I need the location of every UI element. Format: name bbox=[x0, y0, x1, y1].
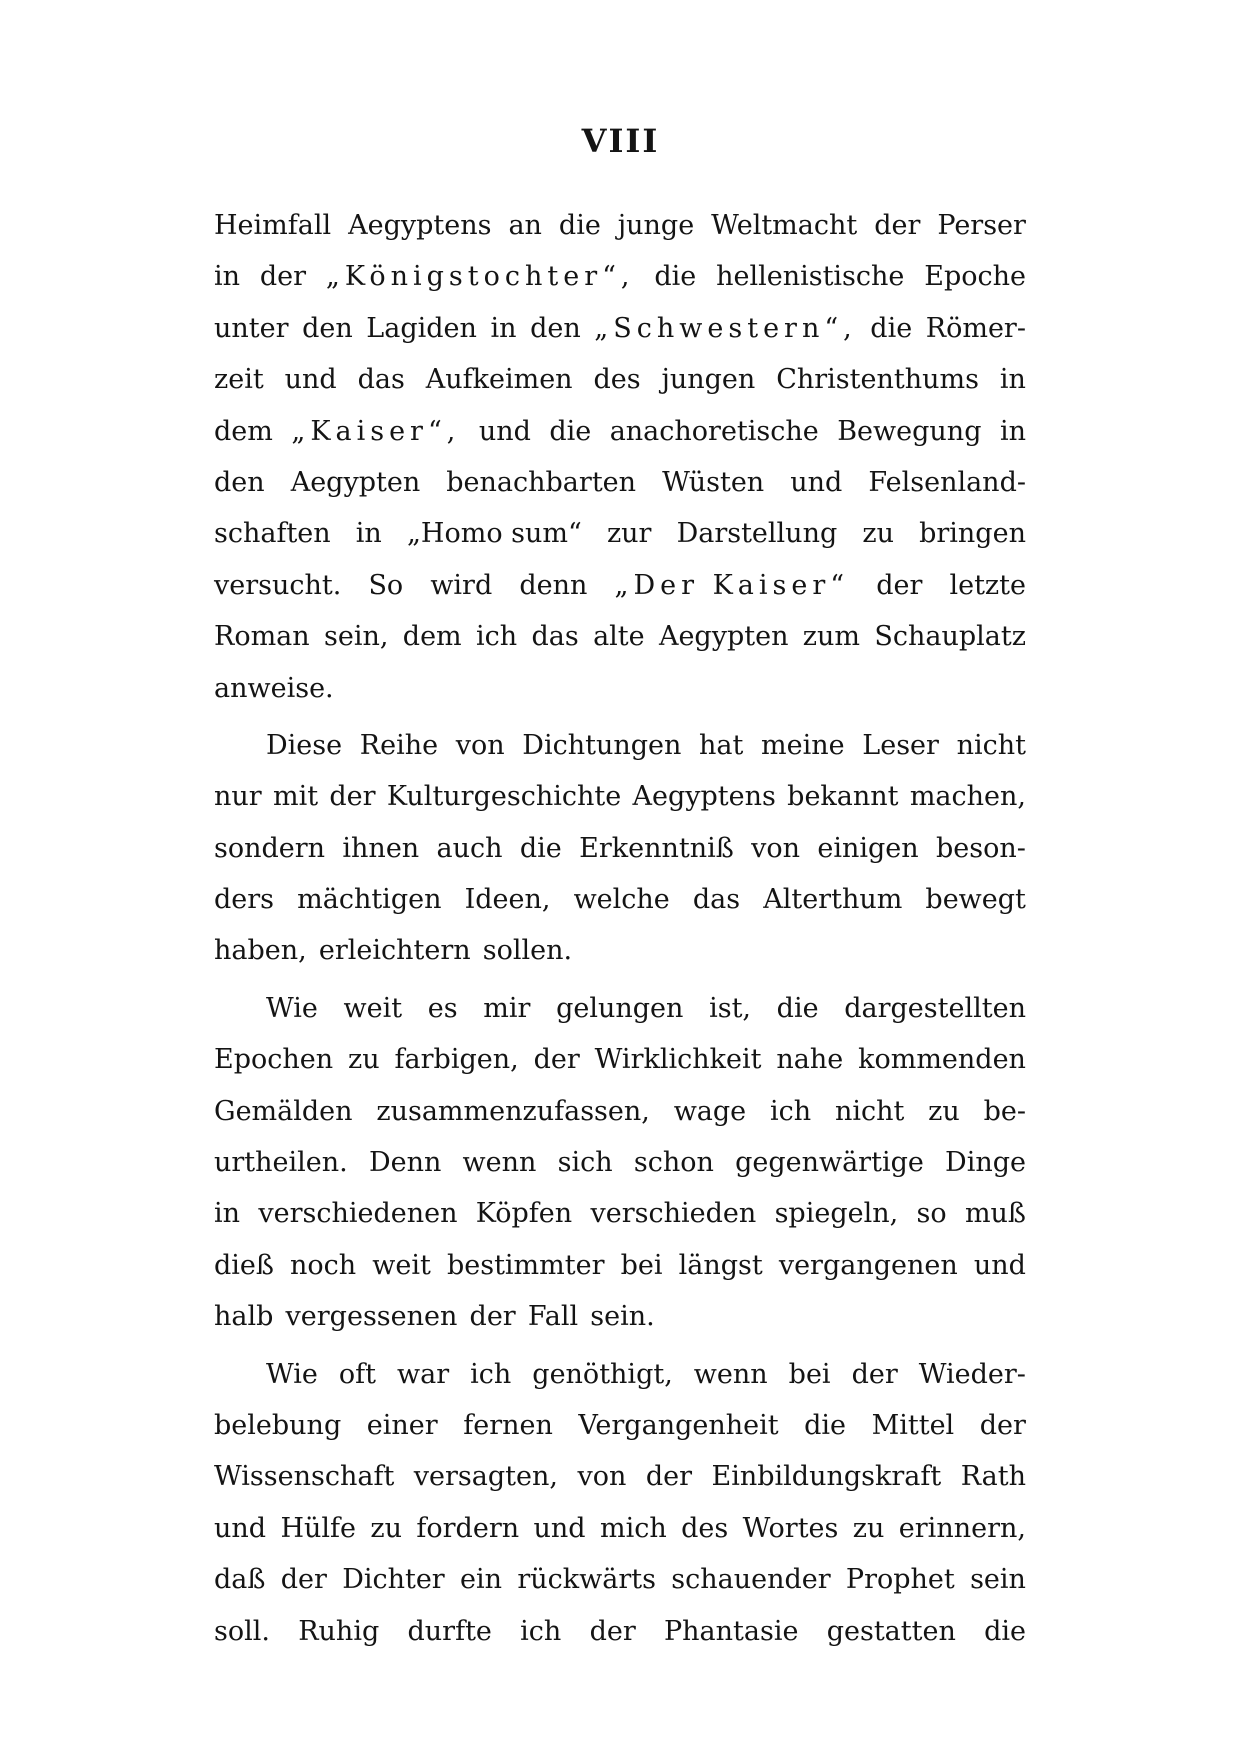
word: bringen bbox=[919, 518, 1026, 550]
text-line bbox=[214, 874, 1026, 925]
word: den bbox=[302, 312, 353, 344]
word: das bbox=[357, 364, 405, 396]
word: das bbox=[531, 621, 579, 653]
word: machen, bbox=[909, 781, 1026, 813]
word: Leser bbox=[862, 729, 939, 761]
text-line bbox=[214, 1451, 1026, 1502]
word: junge bbox=[617, 210, 695, 241]
word: Diese bbox=[266, 729, 343, 761]
text-line bbox=[214, 720, 1026, 771]
word: Aufkeimen bbox=[425, 364, 573, 396]
word: denn bbox=[519, 569, 588, 601]
word: das bbox=[692, 884, 741, 916]
word: Aegyptens bbox=[348, 210, 492, 241]
word: Prophet bbox=[845, 1564, 955, 1596]
word: und bbox=[284, 364, 337, 396]
word: verschieden bbox=[590, 1198, 757, 1230]
word: dieß bbox=[214, 1249, 274, 1281]
word: Wissenschaft bbox=[214, 1461, 395, 1493]
word: Alterthum bbox=[763, 884, 903, 916]
text-line bbox=[214, 1349, 1026, 1400]
word: sein, bbox=[324, 621, 389, 653]
word: der bbox=[469, 1301, 516, 1333]
word: war bbox=[397, 1358, 450, 1390]
word: erleichtern bbox=[318, 935, 471, 967]
word: ders bbox=[214, 884, 275, 916]
word: wenn bbox=[693, 1358, 768, 1390]
word: Aegypten bbox=[658, 621, 789, 653]
text-line bbox=[214, 1034, 1026, 1085]
word: die bbox=[804, 1409, 847, 1441]
word: der bbox=[259, 261, 307, 293]
word: die bbox=[519, 832, 562, 864]
word: der bbox=[280, 1564, 327, 1596]
word: anachoretische bbox=[609, 415, 819, 447]
word: Weltmacht bbox=[711, 210, 858, 241]
text-line bbox=[214, 560, 1026, 611]
word: mit bbox=[272, 781, 319, 813]
word: gegenwärtige bbox=[735, 1147, 924, 1179]
word: versucht. bbox=[214, 569, 342, 601]
word: fordern bbox=[416, 1512, 520, 1544]
word: mich bbox=[599, 1512, 667, 1544]
word: rückwärts bbox=[517, 1564, 656, 1596]
word: verschiedenen bbox=[258, 1198, 458, 1230]
word: halb bbox=[214, 1301, 274, 1333]
word: So bbox=[368, 569, 404, 601]
word: jungen bbox=[661, 364, 756, 396]
text-line bbox=[214, 771, 1026, 822]
word: ein bbox=[460, 1564, 503, 1596]
word: welche bbox=[573, 884, 670, 916]
word: ich bbox=[470, 1358, 512, 1390]
word: Ruhig bbox=[298, 1615, 380, 1647]
word: einer bbox=[366, 1409, 438, 1441]
text-line bbox=[214, 354, 1026, 405]
word: mir bbox=[483, 992, 531, 1024]
text-line bbox=[214, 983, 1026, 1034]
word: Dichter bbox=[342, 1564, 445, 1596]
word: die bbox=[870, 312, 913, 344]
word: Wie bbox=[266, 1358, 318, 1390]
word: Einbildungskraft bbox=[711, 1461, 942, 1493]
word: des bbox=[681, 1512, 729, 1544]
text-line bbox=[214, 1291, 1026, 1342]
word: von bbox=[577, 1461, 627, 1493]
word: Wirklichkeit bbox=[594, 1044, 762, 1076]
word: ist, bbox=[709, 992, 752, 1024]
word: Heimfall bbox=[214, 210, 332, 241]
word: Bewegung bbox=[837, 415, 982, 447]
word: Epochen bbox=[214, 1044, 334, 1076]
word: Roman bbox=[214, 621, 310, 653]
text-line bbox=[214, 303, 1026, 354]
word: Aegypten bbox=[290, 466, 421, 498]
text-line bbox=[214, 611, 1026, 662]
word: ich bbox=[769, 1095, 812, 1127]
word: die bbox=[558, 210, 601, 241]
word: in bbox=[214, 261, 241, 293]
word: sein bbox=[970, 1564, 1026, 1596]
word: Christenthums bbox=[776, 364, 979, 396]
word: „Kaiser“, bbox=[291, 415, 461, 447]
word: Fall bbox=[527, 1301, 579, 1333]
word: und bbox=[214, 1512, 267, 1544]
word: bei bbox=[788, 1358, 831, 1390]
word: Wieder- bbox=[918, 1358, 1026, 1390]
text-line bbox=[214, 200, 1026, 251]
word: nicht bbox=[956, 729, 1026, 761]
word: Gemälden bbox=[214, 1095, 353, 1127]
word: ich bbox=[476, 621, 518, 653]
word: letzte bbox=[949, 569, 1026, 601]
word: Köpfen bbox=[475, 1198, 573, 1230]
word: erinnern, bbox=[898, 1512, 1026, 1544]
text-line bbox=[214, 823, 1026, 874]
text-line bbox=[214, 1188, 1026, 1239]
word: kommenden bbox=[858, 1044, 1026, 1076]
word: Denn bbox=[368, 1147, 442, 1179]
word: sollen. bbox=[482, 935, 573, 967]
body-text bbox=[214, 200, 1026, 1657]
word: der bbox=[533, 1044, 580, 1076]
word: durfte bbox=[407, 1615, 492, 1647]
text-line bbox=[214, 1240, 1026, 1291]
word: den bbox=[214, 466, 265, 498]
word: fernen bbox=[463, 1409, 553, 1441]
word: nur bbox=[214, 781, 262, 813]
word: zu bbox=[852, 1512, 885, 1544]
word: wage bbox=[673, 1095, 747, 1127]
word: bewegt bbox=[925, 884, 1026, 916]
word: dem bbox=[402, 621, 462, 653]
word: „Der Kaiser“ bbox=[614, 569, 850, 601]
word: zu bbox=[370, 1512, 403, 1544]
word: benachbarten bbox=[446, 466, 637, 498]
text-line bbox=[214, 1503, 1026, 1554]
word: zur bbox=[606, 518, 652, 550]
word: einigen bbox=[817, 832, 919, 864]
word: soll. bbox=[214, 1615, 270, 1647]
word: die bbox=[549, 415, 592, 447]
word: in bbox=[999, 364, 1026, 396]
word: bekannt bbox=[787, 781, 899, 813]
word: Felsenland- bbox=[868, 466, 1026, 498]
word: nahe bbox=[776, 1044, 844, 1076]
word: be- bbox=[983, 1095, 1026, 1127]
word: bestimmter bbox=[446, 1249, 605, 1281]
word: in bbox=[999, 415, 1026, 447]
word: Dichtungen bbox=[522, 729, 682, 761]
text-line bbox=[214, 1137, 1026, 1188]
word: in bbox=[214, 1198, 241, 1230]
word: zeit bbox=[214, 364, 264, 396]
word: vergessenen bbox=[285, 1301, 458, 1333]
word: an bbox=[508, 210, 542, 241]
word: oft bbox=[338, 1358, 376, 1390]
word: sondern bbox=[214, 832, 326, 864]
word: Wortes bbox=[742, 1512, 839, 1544]
word: den bbox=[530, 312, 581, 344]
text-line bbox=[214, 251, 1026, 302]
word: der bbox=[874, 210, 921, 241]
word: schaften bbox=[214, 518, 331, 550]
word: ich bbox=[520, 1615, 562, 1647]
text-line bbox=[214, 925, 1026, 976]
word: so bbox=[916, 1198, 947, 1230]
word: und bbox=[973, 1249, 1026, 1281]
word: genöthigt, bbox=[532, 1358, 673, 1390]
word: spiegeln, bbox=[774, 1198, 899, 1230]
word: die bbox=[984, 1615, 1026, 1647]
word: Vergangenheit bbox=[578, 1409, 779, 1441]
word: auch bbox=[436, 832, 503, 864]
word: dargestellten bbox=[844, 992, 1026, 1024]
word: Aegyptens bbox=[632, 781, 776, 813]
word: beson- bbox=[936, 832, 1026, 864]
word: der bbox=[329, 781, 376, 813]
word: dem bbox=[214, 415, 273, 447]
word: hat bbox=[699, 729, 744, 761]
text-line bbox=[214, 1086, 1026, 1137]
word: urtheilen. bbox=[214, 1147, 348, 1179]
word: hellenistische bbox=[716, 261, 905, 293]
word: in bbox=[355, 518, 382, 550]
word: wird bbox=[430, 569, 493, 601]
word: zu bbox=[348, 1044, 380, 1076]
word: belebung bbox=[214, 1409, 342, 1441]
word: schauender bbox=[671, 1564, 831, 1596]
word: „Schwestern“, bbox=[594, 312, 857, 344]
text-line bbox=[214, 1606, 1026, 1657]
word: Lagiden bbox=[366, 312, 477, 344]
word: wenn bbox=[462, 1147, 537, 1179]
word: mächtigen bbox=[297, 884, 442, 916]
word: Reihe bbox=[359, 729, 439, 761]
word: bei bbox=[620, 1249, 663, 1281]
word: Darstellung bbox=[676, 518, 838, 550]
word: anweise. bbox=[214, 672, 334, 704]
word: und bbox=[478, 415, 531, 447]
word: gestatten bbox=[826, 1615, 956, 1647]
word: sich bbox=[557, 1147, 613, 1179]
word: es bbox=[427, 992, 458, 1024]
word: Rath bbox=[960, 1461, 1026, 1493]
word: des bbox=[593, 364, 641, 396]
word: Kulturgeschichte bbox=[386, 781, 622, 813]
word: ihnen bbox=[342, 832, 420, 864]
word: längst bbox=[678, 1249, 763, 1281]
word: alte bbox=[593, 621, 645, 653]
word: Schauplatz bbox=[874, 621, 1026, 653]
word: „Königstochter“, bbox=[325, 261, 635, 293]
word: der bbox=[979, 1409, 1026, 1441]
word: Perser bbox=[937, 210, 1026, 241]
word: nicht bbox=[834, 1095, 905, 1127]
word: Dinge bbox=[945, 1147, 1026, 1179]
word: Wüsten bbox=[662, 466, 765, 498]
text-line bbox=[214, 508, 1026, 559]
word: sein. bbox=[590, 1301, 655, 1333]
word: in bbox=[490, 312, 517, 344]
text-line bbox=[214, 1554, 1026, 1605]
word: weit bbox=[343, 992, 403, 1024]
word: versagten, bbox=[413, 1461, 558, 1493]
word: der bbox=[589, 1615, 636, 1647]
word: Epoche bbox=[924, 261, 1026, 293]
word: Mittel bbox=[871, 1409, 955, 1441]
word: und bbox=[533, 1512, 586, 1544]
word: Erkenntniß bbox=[579, 832, 734, 864]
word: daß bbox=[214, 1564, 266, 1596]
text-line bbox=[214, 1400, 1026, 1451]
word: noch bbox=[290, 1249, 357, 1281]
word: farbigen, bbox=[394, 1044, 519, 1076]
word: Hülfe bbox=[280, 1512, 356, 1544]
word: zum bbox=[802, 621, 861, 653]
word: schon bbox=[633, 1147, 714, 1179]
page-number: VIII bbox=[581, 122, 660, 160]
word: zu bbox=[862, 518, 894, 550]
word: weit bbox=[372, 1249, 431, 1281]
word: Phantasie bbox=[663, 1615, 799, 1647]
word: vergangenen bbox=[778, 1249, 958, 1281]
word: Wie bbox=[266, 992, 318, 1024]
word: haben, bbox=[214, 935, 307, 967]
word: „Homo sum“ bbox=[406, 518, 582, 550]
word: von bbox=[455, 729, 505, 761]
word: muß bbox=[964, 1198, 1026, 1230]
word: unter bbox=[214, 312, 289, 344]
word: die bbox=[654, 261, 697, 293]
text-line bbox=[214, 663, 1026, 714]
word: Ideen, bbox=[464, 884, 551, 916]
word: Römer- bbox=[925, 312, 1026, 344]
word: meine bbox=[761, 729, 845, 761]
word: der bbox=[851, 1358, 898, 1390]
word: der bbox=[645, 1461, 693, 1493]
word: zu bbox=[928, 1095, 960, 1127]
word: gelungen bbox=[556, 992, 684, 1024]
word: die bbox=[776, 992, 819, 1024]
text-line bbox=[214, 457, 1026, 508]
word: zusammenzufassen, bbox=[376, 1095, 650, 1127]
word: der bbox=[876, 569, 923, 601]
text-line bbox=[214, 406, 1026, 457]
word: von bbox=[751, 832, 801, 864]
word: und bbox=[790, 466, 843, 498]
